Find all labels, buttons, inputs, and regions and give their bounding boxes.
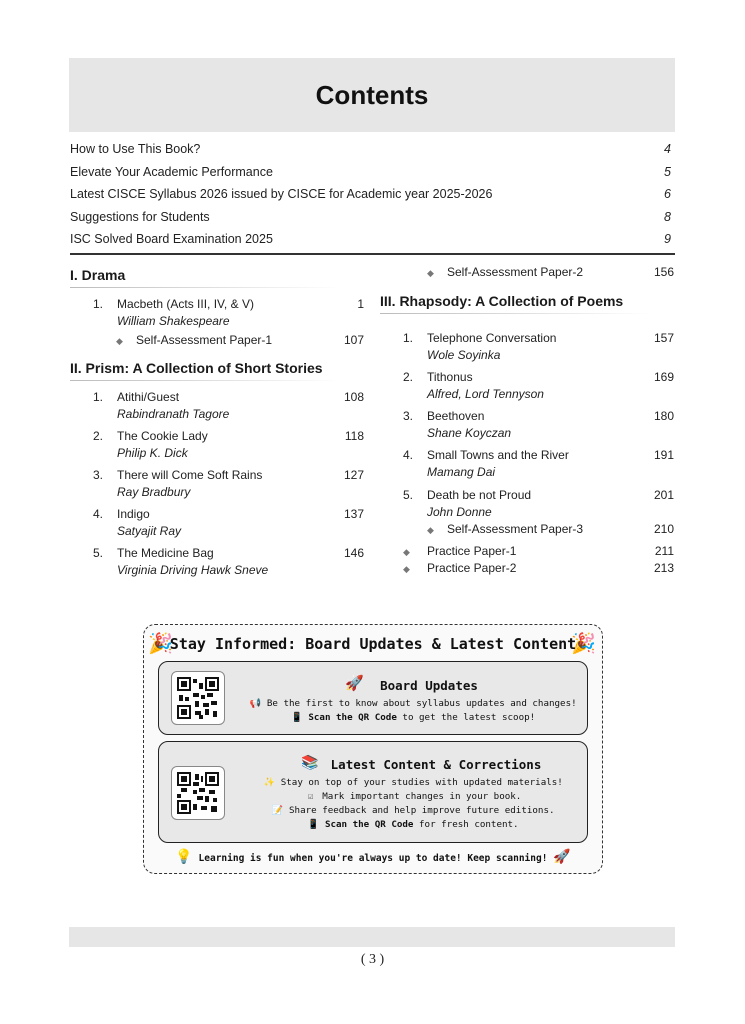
party-popper-icon: 🎉 [148, 633, 173, 655]
section-underline [380, 313, 650, 314]
lightbulb-icon: 💡 [175, 849, 193, 865]
board-updates-scan-line: 📱 Scan the QR Code to get the latest scoop! [291, 712, 536, 723]
diamond-bullet-icon: ◆ [427, 525, 434, 535]
diamond-bullet-icon: ◆ [427, 268, 434, 278]
list-item[interactable]: Latest CISCE Syllabus 2026 issued by CISCE for Academic year 2025-2026 6 [70, 187, 671, 201]
list-item[interactable]: How to Use This Book? 4 [70, 142, 671, 156]
party-popper-icon: 🎉 [571, 633, 596, 655]
divider [70, 253, 675, 255]
diamond-bullet-icon: ◆ [403, 564, 410, 574]
diamond-bullet-icon: ◆ [116, 336, 123, 346]
page-title: Contents [315, 80, 429, 110]
qr-code-icon[interactable] [171, 766, 225, 820]
section-heading-prism: II. Prism: A Collection of Short Stories [70, 360, 323, 376]
footer-band [69, 927, 675, 947]
sparkles-icon: ✨ [263, 777, 275, 788]
board-updates-card [158, 661, 588, 735]
list-item[interactable]: Suggestions for Students 8 [70, 209, 671, 224]
front-matter-list [70, 140, 674, 253]
rocket-icon: 🚀 [345, 675, 364, 692]
memo-icon: 📝 [271, 805, 284, 816]
section-heading-drama: I. Drama [70, 267, 126, 283]
promo-title: Stay Informed: Board Updates & Latest Content [169, 635, 577, 653]
qr-code-icon[interactable] [171, 671, 225, 725]
title-band [69, 58, 675, 132]
books-icon: 📚 [301, 754, 319, 770]
list-item[interactable]: Elevate Your Academic Performance 5 [70, 164, 671, 179]
section-heading-rhapsody: III. Rhapsody: A Collection of Poems [380, 293, 624, 309]
section-underline [70, 287, 340, 288]
latest-content-line: 📝 Share feedback and help improve future editions. [271, 805, 555, 816]
latest-content-scan-line: 📱 Scan the QR Code for fresh content. [307, 819, 519, 830]
list-item[interactable]: ISC Solved Board Examination 2025 9 [70, 232, 671, 246]
stay-informed-box [143, 624, 603, 874]
page-number: ( 3 ) [360, 952, 385, 967]
promo-footer: 💡 Learning is fun when you're always up to date! Keep scanning! 🚀 [175, 849, 571, 865]
board-updates-title: Board Updates [380, 678, 478, 693]
latest-content-line: ✨ Stay on top of your studies with updated materials! [263, 777, 563, 788]
latest-content-line: ☑ Mark important changes in your book. [239, 791, 587, 802]
latest-content-card [158, 741, 588, 843]
section-underline [70, 380, 340, 381]
latest-content-title: Latest Content & Corrections [330, 757, 542, 772]
checkbox-icon: ☑ [307, 791, 314, 802]
megaphone-icon: 📢 [249, 698, 262, 709]
board-updates-line: 📢 Be the first to know about syllabus updates and changes! [249, 698, 577, 709]
phone-icon: 📱 [307, 819, 320, 830]
rocket-icon: 🚀 [553, 849, 571, 865]
phone-icon: 📱 [291, 712, 303, 723]
diamond-bullet-icon: ◆ [403, 547, 410, 557]
